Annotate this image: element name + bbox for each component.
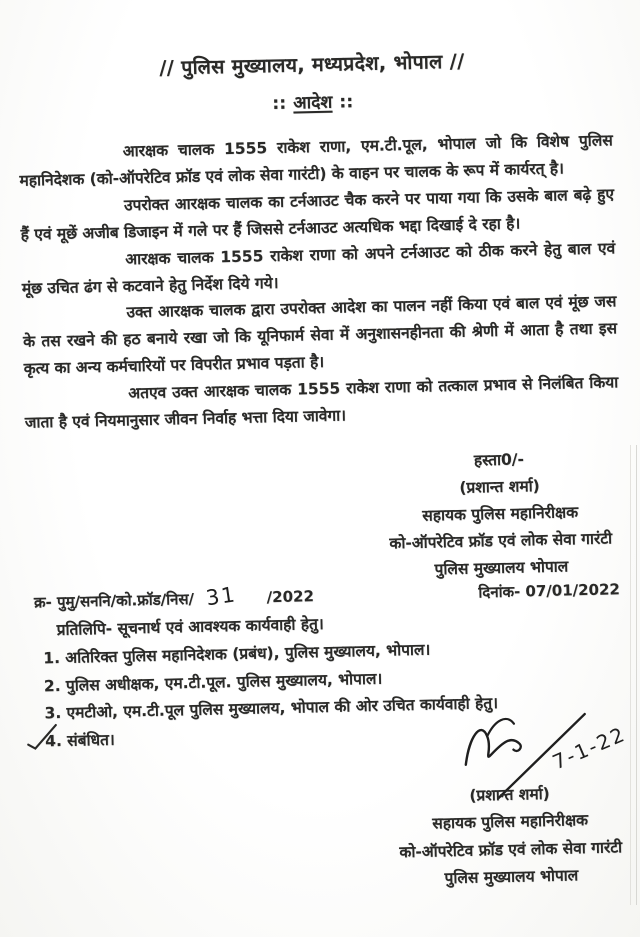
copy-item-text: अतिरिक्त पुलिस महानिदेशक (प्रबंध), पुलिस मुख्यालय, भोपाल। — [65, 640, 431, 667]
handwritten-reference-number: 31 — [204, 582, 239, 611]
photo-page-edge-line-inner — [630, 445, 631, 905]
order-paragraph-5: अतएव उक्त आरक्षक चालक 1555 राकेश राणा को तत्काल प्रभाव से निलंबित किया जाता है एवं नियमानुसार जीवन निर्वाह भत्ता दिया जावेगा। — [24, 373, 619, 432]
reference-prefix: क्र- पुमु/सननि/को.फ्रॉड/निस/ — [33, 589, 195, 612]
order-heading — [0, 83, 633, 122]
order-paragraph-4: उक्त आरक्षक चालक द्वारा उपरोक्त आदेश का पालन नहीं किया एवं बाल एवं मूंछ जस के तस रखने की हठ बनाये रखा जो कि यूनिफार्म सेवा में अनुशासनहीनता की श्रेणी में आता है तथा इस कृत्य का अन्य कर्मचारियों पर विपरीत प्रभाव पड़ता है। — [22, 292, 618, 378]
order-body — [19, 127, 620, 436]
handwritten-tick-icon — [26, 722, 61, 753]
order-heading-close: :: — [339, 92, 354, 113]
copy-item-number: 1. — [43, 648, 61, 668]
order-heading-word: आदेश — [293, 92, 333, 114]
copy-item-number: 3. — [44, 704, 62, 723]
signatory-designation: सहायक पुलिस महानिरीक्षक — [432, 811, 589, 833]
order-paragraph-3: आरक्षक चालक 1555 राकेश राणा को अपने टर्नआउट को ठीक करने हेतु बाल एवं मूंछ उचित ढंग से कटवाने हेतु निर्देश दिये गये। — [21, 238, 616, 298]
order-heading-open: :: — [272, 93, 287, 114]
signatory-office: पुलिस मुख्यालय भोपाल — [434, 557, 569, 579]
handwritten-signature-date: 7-1-22 — [548, 721, 630, 775]
signatory-designation: सहायक पुलिस महानिरीक्षक — [422, 502, 579, 525]
signatory-office: पुलिस मुख्यालय भोपाल — [444, 866, 579, 888]
copy-item-text: पुलिस अधीक्षक, एम.टी.पूल. पुलिस मुख्यालय, भोपाल। — [65, 669, 383, 695]
reference-row — [34, 575, 620, 612]
signature-block-top — [343, 443, 640, 585]
reference-number — [34, 582, 314, 612]
reference-suffix: /2022 — [266, 587, 315, 607]
document-header-title: // पुलिस मुख्यालय, मध्यप्रदेश, भोपाल // — [159, 49, 465, 80]
copy-item-number: 4. — [44, 731, 63, 751]
signatory-name: (प्रशान्त शर्मा) — [469, 784, 550, 805]
copy-item-number: 2. — [43, 676, 61, 695]
signature-block-bottom — [353, 778, 640, 895]
order-paragraph-1: आरक्षक चालक 1555 राकेश राणा, एम.टी.पूल, भोपाल जो कि विशेष पुलिस महानिदेशक (को-ऑपरेटिव फ्रॉड एवं लोक सेवा गारंटी) के वाहन पर चालक के रूप में कार्यरत् है। — [19, 131, 613, 190]
signatory-wing: को-ऑपरेटिव फ्रॉड एवं लोक सेवा गारंटी — [399, 838, 623, 862]
signatory-name: (प्रशान्त शर्मा) — [459, 476, 540, 497]
copy-item-text: एमटीओ, एम.टी.पूल पुलिस मुख्यालय, भोपाल की ओर उचित कार्यवाही हेतु। — [66, 694, 499, 723]
order-paragraph-2: उपरोक्त आरक्षक चालक का टर्नआउट चैक करने पर पाया गया कि उसके बाल बढ़े हुए हैं एवं मूछें अजीब डिजाइन में गले पर हैं जिससे टर्नआउट अत्यधिक भद्दा दिखाई दे रहा है। — [20, 185, 615, 244]
photo-page-edge-line — [636, 445, 638, 905]
copy-item-text: संबंधित। — [66, 730, 115, 750]
copy-heading: प्रतिलिपि- सूचनार्थ एवं आवश्यक कार्यवाही हेतु। — [56, 614, 324, 640]
signed-abbreviation: हस्ता0/- — [473, 450, 525, 470]
document-date: दिनांक- 07/01/2022 — [478, 580, 621, 602]
signatory-wing: को-ऑपरेटिव फ्रॉड एवं लोक सेवा गारंटी — [389, 529, 613, 553]
